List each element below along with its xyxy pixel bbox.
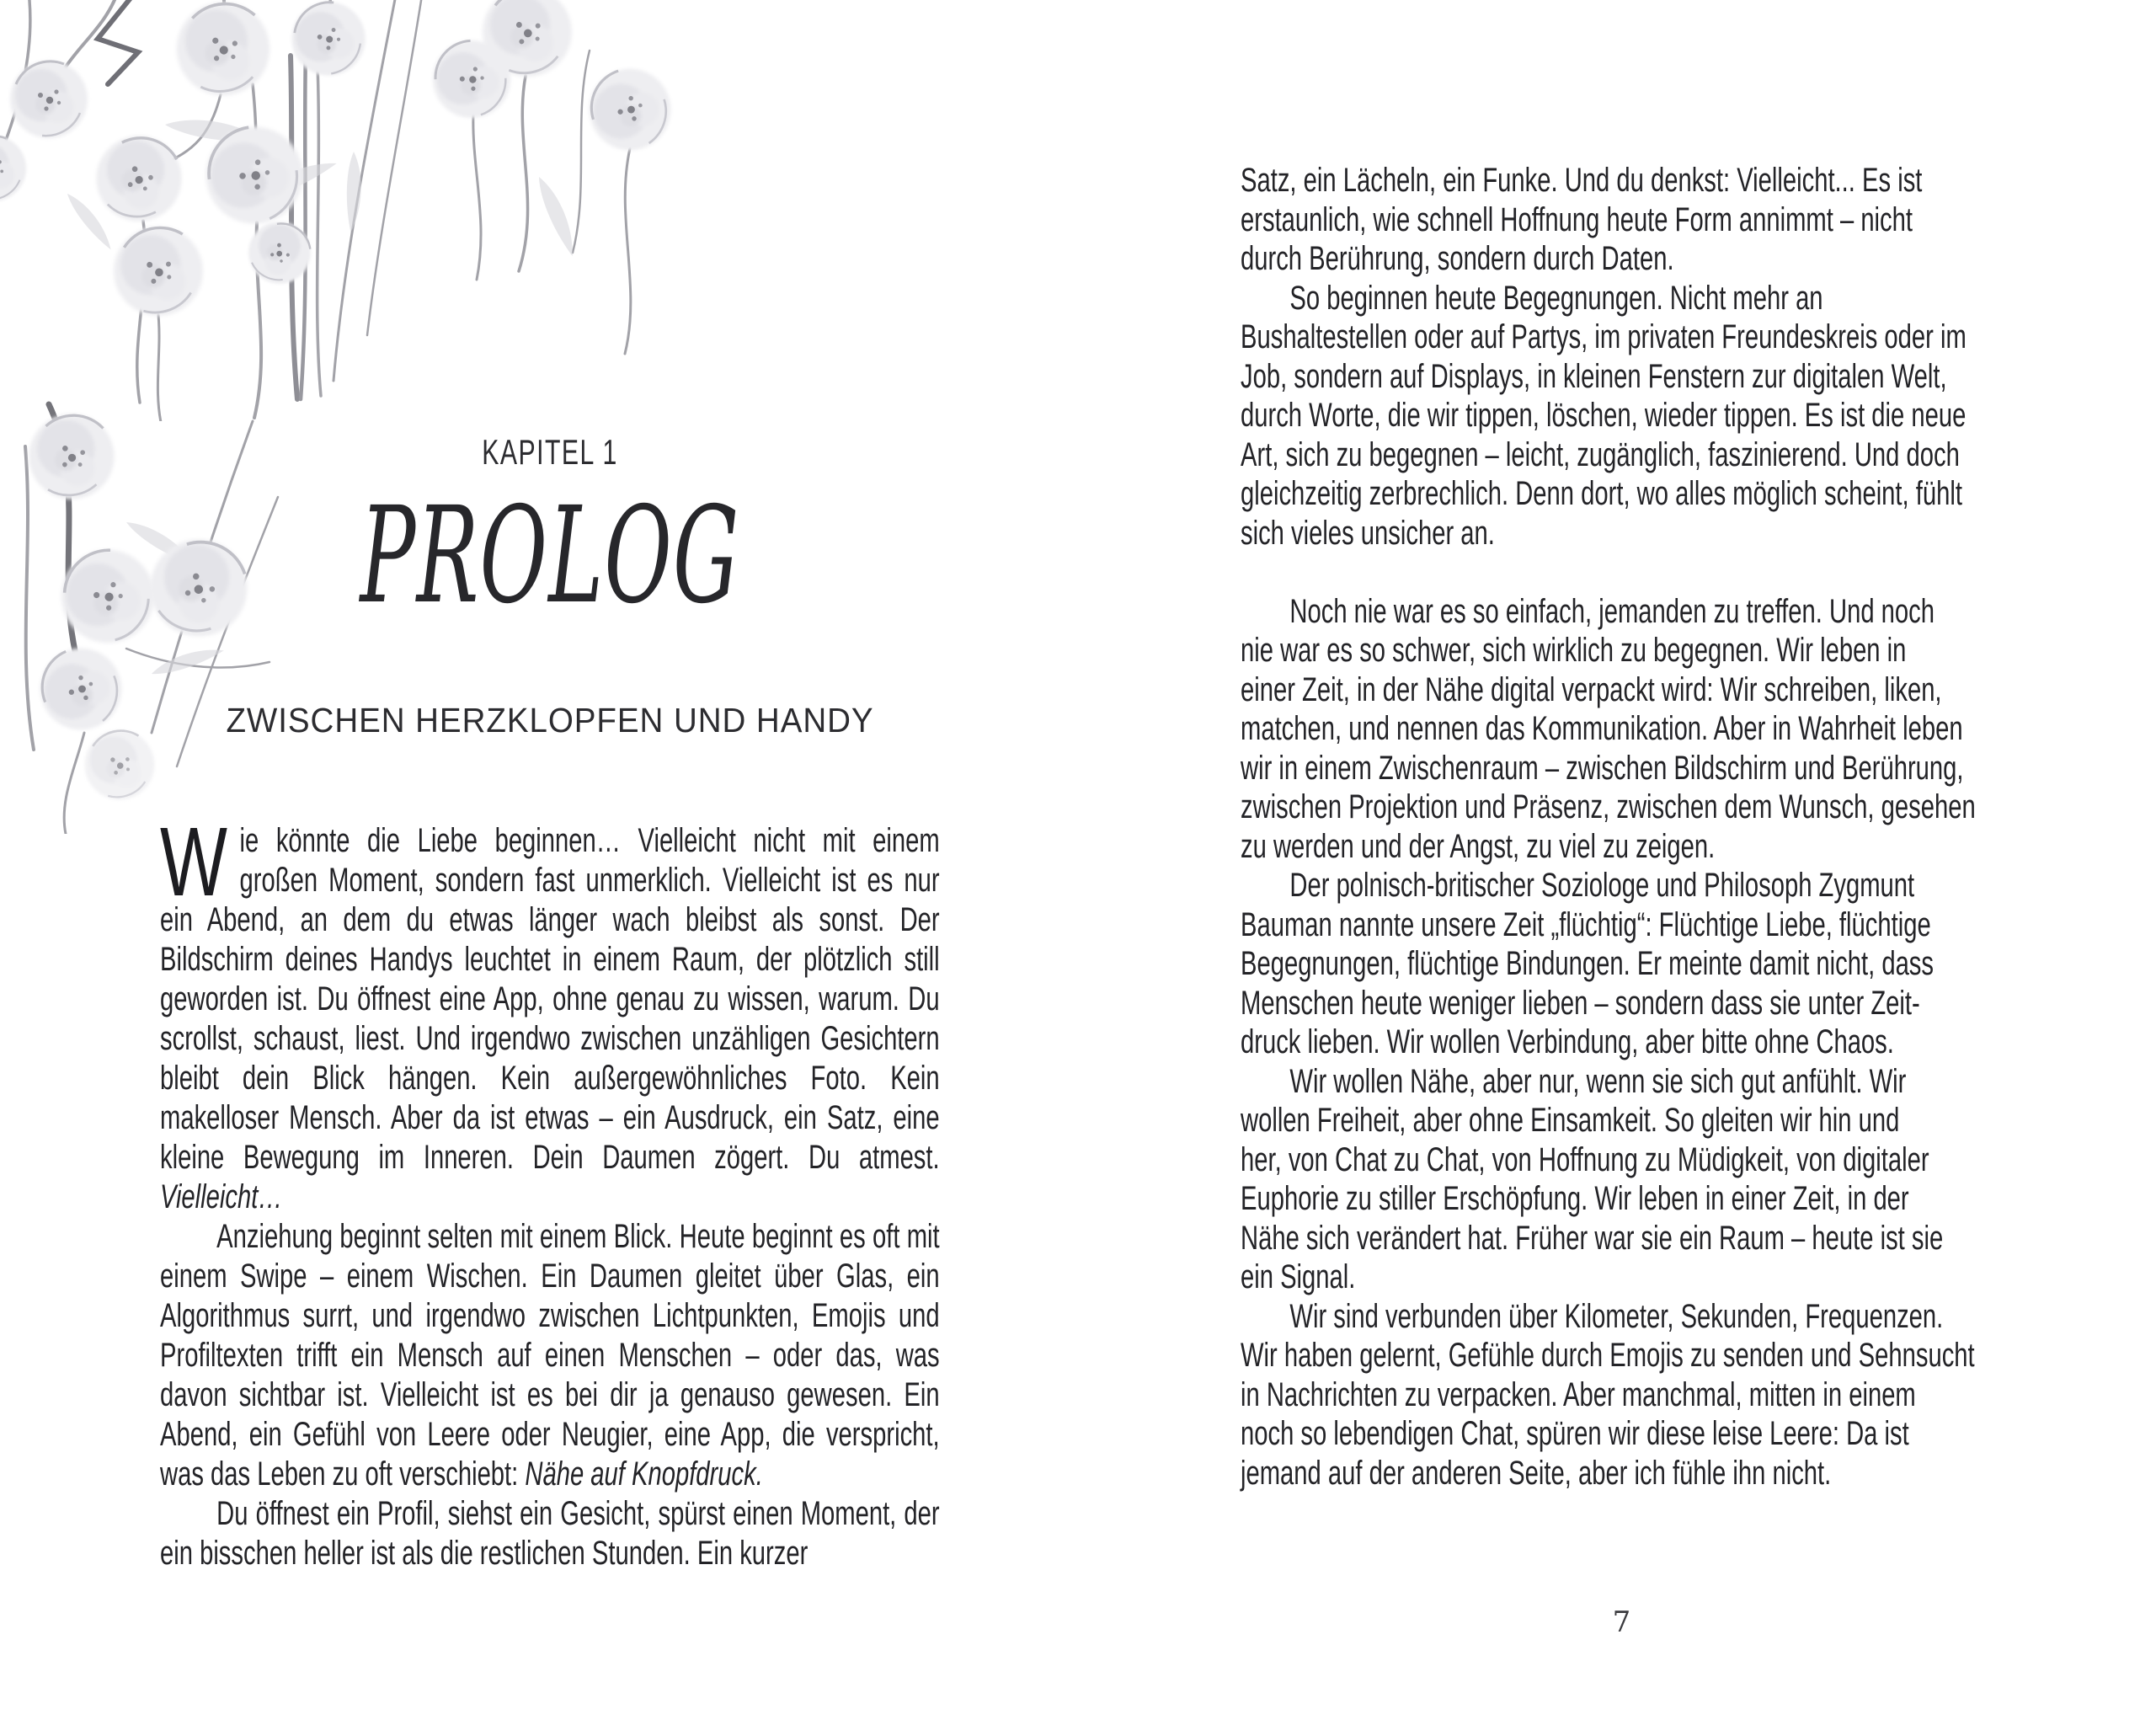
paragraph (160, 1217, 940, 1494)
text-line: Bushaltestellen oder auf Partys, im privaten Freundeskreis oder im (1241, 318, 1967, 355)
text-line: noch so lebendigen Chat, spüren wir diese leise Leere: Da ist (1241, 1415, 1909, 1452)
text-line: druck lieben. Wir wollen Verbindung, aber bitte ohne Chaos. (1241, 1023, 1894, 1060)
drop-cap: W (160, 807, 227, 916)
text-line: durch Berührung, sondern durch Daten. (1241, 240, 1674, 277)
text-line: erstaunlich, wie schnell Hoffnung heute Form annimmt – nicht (1241, 200, 1913, 238)
text-line: wir in einem Zwischenraum – zwischen Bildschirm und Berührung, (1241, 749, 1964, 787)
text-line: ein Signal. (1241, 1258, 1356, 1295)
text-line: Euphorie zu stiller Erschöpfung. Wir leben in einer Zeit, in der (1241, 1180, 1909, 1217)
text-line: Bauman nannte unsere Zeit „flüchtig“: Flüchtige Liebe, flüchtige (1241, 905, 1931, 943)
right-page-body (1241, 161, 2003, 1493)
text-line: Wir sind verbunden über Kilometer, Sekunden, Frequenzen. (1289, 1297, 1944, 1335)
text-line: sich vieles unsicher an. (1241, 514, 1495, 552)
body-text: Du öffnest ein Profil, siehst ein Gesicht, spürst einen Moment, der ein bisschen heller ist als die restlichen Stunden. Ein kurzer (160, 1495, 940, 1572)
italic-text: Vielleicht… (160, 1178, 283, 1215)
chapter-subtitle: ZWISCHEN HERZKLOPFEN UND HANDY (226, 701, 874, 740)
text-line: Nähe sich verändert hat. Früher war sie ein Raum – heute ist sie (1241, 1219, 1944, 1257)
text-line: wollen Freiheit, aber ohne Einsamkeit. So gleiten wir hin und (1241, 1102, 1900, 1139)
text-line: durch Worte, die wir tippen, löschen, wieder tippen. Es ist die neue (1241, 397, 1967, 434)
body-text: Anziehung beginnt selten mit einem Blick. Heute beginnt es oft mit einem Swipe – einem Wischen. Ein Daumen gleitet über Glas, ein Algorithmus surrt, und irgendwo zwischen Lichtpunkten, Emojis und Profiltexten trifft ein Mensch auf einen Menschen – oder das, was davon sichtbar ist. Vielleicht ist es bei dir ja genauso gewesen. Ein Abend, ein Gefühl von Leere oder Neugier, eine App, die verspricht, was das Leben zu oft verschiebt: (160, 1218, 940, 1493)
paragraph (160, 807, 940, 1217)
left-page (160, 0, 940, 1725)
blank-line (1241, 553, 2003, 592)
text-line: zu werden und der Angst, zu viel zu zeigen. (1241, 827, 1716, 865)
text-line: Wir haben gelernt, Gefühle durch Emojis zu senden und Sehnsucht (1241, 1337, 1975, 1374)
text-line: her, von Chat zu Chat, von Hoffnung zu Müdigkeit, von digitaler (1241, 1140, 1929, 1178)
text-line: So beginnen heute Begegnungen. Nicht mehr an (1289, 279, 1823, 317)
left-page-body (160, 807, 940, 1573)
text-line: gleichzeitig zerbrechlich. Denn dort, wo alles möglich scheint, fühlt (1241, 475, 1962, 512)
text-line: jemand auf der anderen Seite, aber ich fühle ihn nicht. (1241, 1454, 1832, 1492)
text-line: Job, sondern auf Displays, in kleinen Fenstern zur digitalen Welt, (1241, 357, 1947, 395)
paragraph (160, 1494, 940, 1573)
text-line: Begegnungen, flüchtige Bindungen. Er meinte damit nicht, dass (1241, 945, 1935, 982)
text-line: Art, sich zu begegnen – leicht, zugänglich, faszinierend. Und doch (1241, 435, 1960, 473)
page-number: 7 (1612, 1605, 1631, 1639)
text-line: Menschen heute weniger lieben – sondern dass sie unter Zeit- (1241, 984, 1920, 1022)
text-line: Satz, ein Lächeln, ein Funke. Und du denkst: Vielleicht... Es ist (1241, 162, 1923, 199)
text-line: einer Zeit, in der Nähe digital verpackt wird: Wir schreiben, liken, (1241, 670, 1942, 708)
text-line: Der polnisch-britischer Soziologe und Philosoph Zygmunt (1289, 867, 1915, 904)
text-line: Noch nie war es so einfach, jemanden zu treffen. Und noch (1289, 592, 1935, 630)
text-line: in Nachrichten zu verpacken. Aber manchmal, mitten in einem (1241, 1375, 1916, 1413)
text-line: zwischen Projektion und Präsenz, zwischen dem Wunsch, gesehen (1241, 788, 1976, 825)
chapter-title: PROLOG (360, 478, 740, 633)
text-line: matchen, und nennen das Kommunikation. Aber in Wahrheit leben (1241, 710, 1963, 747)
text-line: Wir wollen Nähe, aber nur, wenn sie sich gut anfühlt. Wir (1289, 1062, 1907, 1100)
body-text: ie könnte die Liebe beginnen… Vielleicht nicht mit einem großen Moment, sondern fast unmerklich. Vielleicht ist es nur ein Abend, an dem du etwas länger wach bleibst als sonst. Der Bildschirm deines Handys leuchtet in einem Raum, der plötzlich still geworden ist. Du öffnest eine App, ohne genau zu wissen, warum. Du scrollst, schaust, liest. Und irgendwo zwischen unzähligen Gesichtern bleibt dein Blick hängen. Kein außergewöhnliches Foto. Kein makelloser Mensch. Aber da ist etwas – ein Ausdruck, ein Satz, eine kleine Bewegung im Inneren. Dein Daumen zögert. Du atmest. (160, 822, 940, 1176)
italic-text: Nähe auf Knopfdruck. (525, 1455, 763, 1493)
right-page (1241, 0, 2003, 1725)
chapter-kicker: KAPITEL 1 (482, 432, 618, 472)
text-line: nie war es so schwer, sich wirklich zu begegnen. Wir leben in (1241, 632, 1907, 669)
